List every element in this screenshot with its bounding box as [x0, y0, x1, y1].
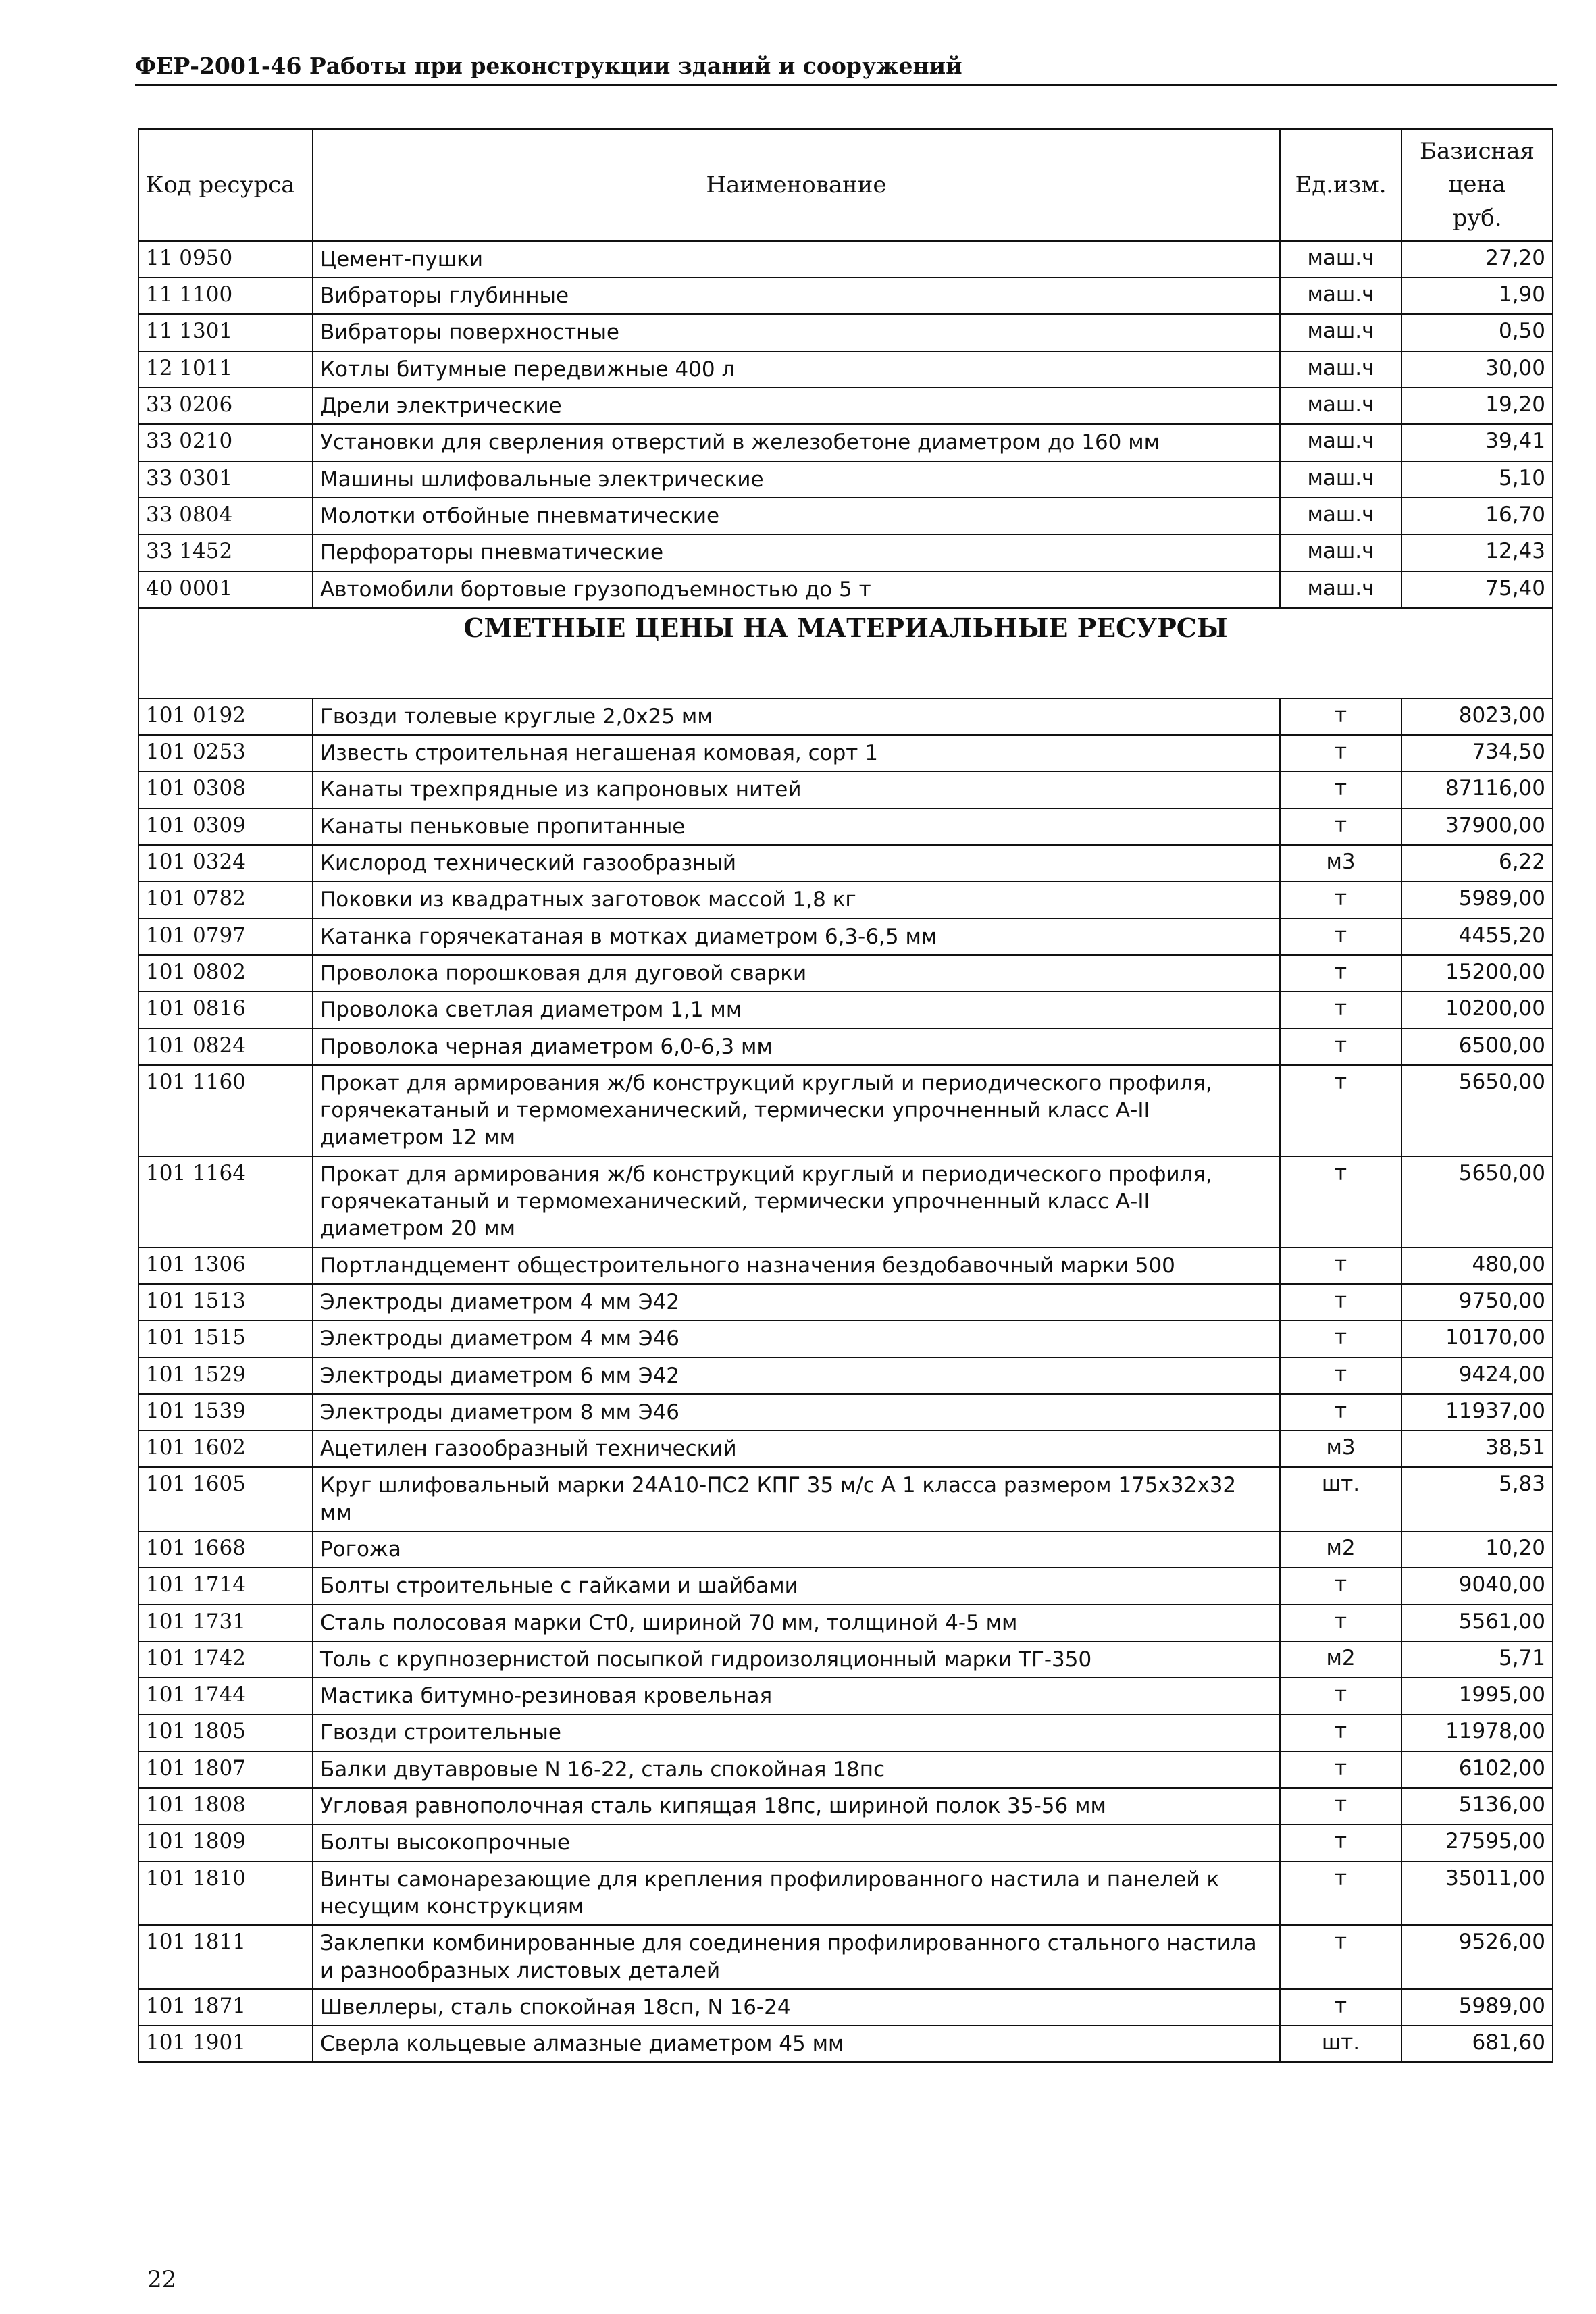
- cell-price: 16,70: [1401, 498, 1553, 534]
- table-row: [138, 388, 1553, 424]
- header-price-line3: руб.: [1452, 204, 1502, 232]
- cell-unit: маш.ч: [1280, 278, 1401, 314]
- header-code: Код ресурса: [138, 129, 313, 241]
- table-row: [138, 1248, 1553, 1284]
- cell-unit: м2: [1280, 1531, 1401, 1568]
- cell-name: Вибраторы глубинные: [313, 278, 1280, 314]
- cell-code: 101 0797: [138, 919, 313, 955]
- cell-unit: т: [1280, 919, 1401, 955]
- table-row: [138, 735, 1553, 771]
- cell-price: 681,60: [1401, 2026, 1553, 2062]
- cell-unit: шт.: [1280, 1467, 1401, 1531]
- cell-name: Цемент-пушки: [313, 241, 1280, 278]
- table-row: [138, 1467, 1553, 1531]
- cell-unit: т: [1280, 1394, 1401, 1431]
- cell-price: 19,20: [1401, 388, 1553, 424]
- material-rows: [138, 698, 1553, 2063]
- cell-code: 33 0301: [138, 461, 313, 498]
- cell-name: Электроды диаметром 8 мм Э46: [313, 1394, 1280, 1431]
- cell-name: Дрели электрические: [313, 388, 1280, 424]
- cell-unit: т: [1280, 1029, 1401, 1065]
- cell-code: 11 0950: [138, 241, 313, 278]
- cell-name: Швеллеры, сталь спокойная 18сп, N 16-24: [313, 1989, 1280, 2026]
- cell-name: Болты высокопрочные: [313, 1824, 1280, 1861]
- cell-price: 38,51: [1401, 1431, 1553, 1467]
- cell-price: 27,20: [1401, 241, 1553, 278]
- page-header: ФЕР-2001-46 Работы при реконструкции зданий и сооружений: [135, 53, 1557, 86]
- resource-price-table: [138, 128, 1553, 2063]
- cell-name: Заклепки комбинированные для соединения профилированного стального настила и разнообразных листовых деталей: [313, 1925, 1280, 1989]
- cell-code: 101 1744: [138, 1678, 313, 1714]
- table-row: [138, 241, 1553, 278]
- cell-code: 101 1602: [138, 1431, 313, 1467]
- cell-unit: т: [1280, 771, 1401, 808]
- cell-name: Мастика битумно-резиновая кровельная: [313, 1678, 1280, 1714]
- table-row: [138, 278, 1553, 314]
- cell-name: Угловая равнополочная сталь кипящая 18пс, шириной полок 35-56 мм: [313, 1788, 1280, 1824]
- cell-price: 9424,00: [1401, 1358, 1553, 1394]
- cell-price: 5,83: [1401, 1467, 1553, 1531]
- table-row: [138, 1678, 1553, 1714]
- cell-price: 30,00: [1401, 351, 1553, 388]
- cell-price: 1995,00: [1401, 1678, 1553, 1714]
- section-title-row: [138, 608, 1553, 698]
- table-row: [138, 498, 1553, 534]
- table-row: [138, 919, 1553, 955]
- cell-unit: т: [1280, 1568, 1401, 1604]
- cell-price: 5650,00: [1401, 1065, 1553, 1156]
- cell-code: 40 0001: [138, 571, 313, 608]
- table-row: [138, 1029, 1553, 1065]
- table-row: [138, 845, 1553, 881]
- cell-name: Прокат для армирования ж/б конструкций круглый и периодического профиля, горячекатаный и термомеханический, термически упрочненный класс А-II диаметром 12 мм: [313, 1065, 1280, 1156]
- cell-price: 5561,00: [1401, 1605, 1553, 1641]
- cell-code: 101 0309: [138, 808, 313, 845]
- cell-price: 10,20: [1401, 1531, 1553, 1568]
- cell-unit: маш.ч: [1280, 241, 1401, 278]
- cell-unit: т: [1280, 1678, 1401, 1714]
- cell-code: 101 1164: [138, 1156, 313, 1248]
- cell-code: 101 0308: [138, 771, 313, 808]
- cell-unit: т: [1280, 1989, 1401, 2026]
- cell-code: 101 1668: [138, 1531, 313, 1568]
- cell-code: 101 0253: [138, 735, 313, 771]
- cell-name: Сталь полосовая марки Ст0, шириной 70 мм, толщиной 4-5 мм: [313, 1605, 1280, 1641]
- table-row: [138, 1861, 1553, 1926]
- cell-name: Винты самонарезающие для крепления профилированного настила и панелей к несущим конструкциям: [313, 1861, 1280, 1926]
- cell-unit: т: [1280, 1824, 1401, 1861]
- cell-price: 15200,00: [1401, 955, 1553, 992]
- cell-unit: т: [1280, 1284, 1401, 1320]
- table-row: [138, 1925, 1553, 1989]
- cell-code: 101 1810: [138, 1861, 313, 1926]
- cell-code: 101 0802: [138, 955, 313, 992]
- cell-code: 101 0192: [138, 698, 313, 735]
- cell-code: 101 1515: [138, 1320, 313, 1357]
- cell-price: 10200,00: [1401, 992, 1553, 1028]
- table-row: [138, 1824, 1553, 1861]
- table-row: [138, 808, 1553, 845]
- table-row: [138, 1531, 1553, 1568]
- table-row: [138, 1431, 1553, 1467]
- cell-price: 4455,20: [1401, 919, 1553, 955]
- cell-name: Рогожа: [313, 1531, 1280, 1568]
- machine-rows: [138, 241, 1553, 608]
- cell-name: Машины шлифовальные электрические: [313, 461, 1280, 498]
- cell-price: 12,43: [1401, 534, 1553, 571]
- table-row: [138, 314, 1553, 351]
- cell-name: Поковки из квадратных заготовок массой 1,8 кг: [313, 881, 1280, 918]
- cell-price: 9750,00: [1401, 1284, 1553, 1320]
- cell-code: 101 1807: [138, 1751, 313, 1788]
- cell-name: Автомобили бортовые грузоподъемностью до 5 т: [313, 571, 1280, 608]
- cell-unit: т: [1280, 881, 1401, 918]
- cell-price: 11937,00: [1401, 1394, 1553, 1431]
- cell-unit: т: [1280, 992, 1401, 1028]
- cell-price: 75,40: [1401, 571, 1553, 608]
- cell-unit: маш.ч: [1280, 314, 1401, 351]
- cell-unit: т: [1280, 1065, 1401, 1156]
- cell-name: Перфораторы пневматические: [313, 534, 1280, 571]
- cell-code: 101 1513: [138, 1284, 313, 1320]
- cell-name: Электроды диаметром 6 мм Э42: [313, 1358, 1280, 1394]
- cell-code: 101 1539: [138, 1394, 313, 1431]
- cell-price: 87116,00: [1401, 771, 1553, 808]
- cell-unit: т: [1280, 1751, 1401, 1788]
- cell-name: Гвозди толевые круглые 2,0х25 мм: [313, 698, 1280, 735]
- table-row: [138, 698, 1553, 735]
- table-row: [138, 2026, 1553, 2062]
- cell-name: Проволока порошковая для дуговой сварки: [313, 955, 1280, 992]
- table-row: [138, 1065, 1553, 1156]
- cell-name: Портландцемент общестроительного назначения бездобавочный марки 500: [313, 1248, 1280, 1284]
- table-row: [138, 1605, 1553, 1641]
- cell-unit: т: [1280, 1358, 1401, 1394]
- header-price-line1: Базисная: [1420, 138, 1535, 165]
- table-row: [138, 955, 1553, 992]
- section-title: СМЕТНЫЕ ЦЕНЫ НА МАТЕРИАЛЬНЫЕ РЕСУРСЫ: [138, 608, 1553, 698]
- cell-code: 11 1301: [138, 314, 313, 351]
- cell-name: Проволока светлая диаметром 1,1 мм: [313, 992, 1280, 1028]
- cell-code: 101 1605: [138, 1467, 313, 1531]
- cell-unit: т: [1280, 1320, 1401, 1357]
- cell-name: Канаты трехпрядные из капроновых нитей: [313, 771, 1280, 808]
- cell-code: 101 1901: [138, 2026, 313, 2062]
- cell-price: 5136,00: [1401, 1788, 1553, 1824]
- cell-code: 12 1011: [138, 351, 313, 388]
- cell-code: 101 1714: [138, 1568, 313, 1604]
- cell-unit: маш.ч: [1280, 571, 1401, 608]
- cell-unit: т: [1280, 735, 1401, 771]
- cell-unit: м2: [1280, 1641, 1401, 1678]
- table-row: [138, 351, 1553, 388]
- cell-name: Известь строительная негашеная комовая, сорт 1: [313, 735, 1280, 771]
- cell-code: 33 1452: [138, 534, 313, 571]
- table-row: [138, 461, 1553, 498]
- cell-unit: т: [1280, 955, 1401, 992]
- cell-price: 9526,00: [1401, 1925, 1553, 1989]
- cell-price: 8023,00: [1401, 698, 1553, 735]
- cell-code: 101 1809: [138, 1824, 313, 1861]
- cell-price: 480,00: [1401, 1248, 1553, 1284]
- section-heading: [138, 608, 1553, 698]
- cell-code: 101 1160: [138, 1065, 313, 1156]
- cell-code: 101 1529: [138, 1358, 313, 1394]
- cell-name: Вибраторы поверхностные: [313, 314, 1280, 351]
- cell-code: 101 1805: [138, 1714, 313, 1751]
- cell-price: 1,90: [1401, 278, 1553, 314]
- table-row: [138, 534, 1553, 571]
- cell-name: Проволока черная диаметром 6,0-6,3 мм: [313, 1029, 1280, 1065]
- table-row: [138, 992, 1553, 1028]
- table-row: [138, 1714, 1553, 1751]
- header-unit: Ед.изм.: [1280, 129, 1401, 241]
- cell-code: 101 1742: [138, 1641, 313, 1678]
- cell-unit: т: [1280, 1248, 1401, 1284]
- cell-price: 6500,00: [1401, 1029, 1553, 1065]
- table-row: [138, 1394, 1553, 1431]
- cell-name: Ацетилен газообразный технический: [313, 1431, 1280, 1467]
- table-row: [138, 1320, 1553, 1357]
- cell-code: 101 0324: [138, 845, 313, 881]
- table-row: [138, 1641, 1553, 1678]
- cell-code: 101 1731: [138, 1605, 313, 1641]
- cell-name: Круг шлифовальный марки 24А10-ПС2 КПГ 35 м/с А 1 класса размером 175х32х32 мм: [313, 1467, 1280, 1531]
- cell-unit: т: [1280, 698, 1401, 735]
- cell-unit: маш.ч: [1280, 461, 1401, 498]
- cell-unit: м3: [1280, 1431, 1401, 1467]
- cell-name: Катанка горячекатаная в мотках диаметром 6,3-6,5 мм: [313, 919, 1280, 955]
- cell-unit: т: [1280, 1861, 1401, 1926]
- table-row: [138, 1788, 1553, 1824]
- cell-name: Канаты пеньковые пропитанные: [313, 808, 1280, 845]
- cell-unit: т: [1280, 1788, 1401, 1824]
- cell-unit: маш.ч: [1280, 424, 1401, 461]
- cell-code: 101 0782: [138, 881, 313, 918]
- cell-unit: м3: [1280, 845, 1401, 881]
- header-price-line2: цена: [1448, 171, 1506, 199]
- cell-unit: маш.ч: [1280, 388, 1401, 424]
- cell-price: 734,50: [1401, 735, 1553, 771]
- cell-code: 33 0210: [138, 424, 313, 461]
- table-row: [138, 771, 1553, 808]
- cell-name: Балки двутавровые N 16-22, сталь спокойная 18пс: [313, 1751, 1280, 1788]
- cell-price: 9040,00: [1401, 1568, 1553, 1604]
- table-row: [138, 1751, 1553, 1788]
- cell-unit: т: [1280, 1605, 1401, 1641]
- table-row: [138, 424, 1553, 461]
- cell-price: 5,10: [1401, 461, 1553, 498]
- table-row: [138, 1358, 1553, 1394]
- table-row: [138, 571, 1553, 608]
- cell-unit: маш.ч: [1280, 498, 1401, 534]
- cell-unit: маш.ч: [1280, 351, 1401, 388]
- page-number: 22: [147, 2266, 177, 2293]
- cell-price: 5650,00: [1401, 1156, 1553, 1248]
- cell-unit: т: [1280, 1156, 1401, 1248]
- cell-name: Кислород технический газообразный: [313, 845, 1280, 881]
- header-name: Наименование: [313, 129, 1280, 241]
- cell-name: Установки для сверления отверстий в железобетоне диаметром до 160 мм: [313, 424, 1280, 461]
- table-row: [138, 1156, 1553, 1248]
- cell-price: 11978,00: [1401, 1714, 1553, 1751]
- cell-price: 39,41: [1401, 424, 1553, 461]
- cell-price: 37900,00: [1401, 808, 1553, 845]
- cell-price: 35011,00: [1401, 1861, 1553, 1926]
- cell-code: 33 0804: [138, 498, 313, 534]
- cell-price: 6102,00: [1401, 1751, 1553, 1788]
- header-price: [1401, 129, 1553, 241]
- cell-code: 33 0206: [138, 388, 313, 424]
- cell-name: Сверла кольцевые алмазные диаметром 45 мм: [313, 2026, 1280, 2062]
- cell-price: 27595,00: [1401, 1824, 1553, 1861]
- cell-unit: шт.: [1280, 2026, 1401, 2062]
- cell-price: 5,71: [1401, 1641, 1553, 1678]
- table-row: [138, 881, 1553, 918]
- cell-unit: т: [1280, 808, 1401, 845]
- table-row: [138, 1989, 1553, 2026]
- cell-code: 101 0824: [138, 1029, 313, 1065]
- resource-price-sheet: [138, 128, 1552, 2063]
- cell-name: Болты строительные с гайками и шайбами: [313, 1568, 1280, 1604]
- cell-name: Котлы битумные передвижные 400 л: [313, 351, 1280, 388]
- cell-price: 10170,00: [1401, 1320, 1553, 1357]
- cell-price: 0,50: [1401, 314, 1553, 351]
- header-row: [138, 129, 1553, 241]
- cell-unit: т: [1280, 1925, 1401, 1989]
- cell-code: 11 1100: [138, 278, 313, 314]
- cell-name: Электроды диаметром 4 мм Э46: [313, 1320, 1280, 1357]
- cell-name: Прокат для армирования ж/б конструкций круглый и периодического профиля, горячекатаный и термомеханический, термически упрочненный класс А-II диаметром 20 мм: [313, 1156, 1280, 1248]
- cell-price: 5989,00: [1401, 1989, 1553, 2026]
- cell-name: Гвозди строительные: [313, 1714, 1280, 1751]
- table-row: [138, 1284, 1553, 1320]
- cell-code: 101 1871: [138, 1989, 313, 2026]
- cell-code: 101 1808: [138, 1788, 313, 1824]
- cell-name: Молотки отбойные пневматические: [313, 498, 1280, 534]
- cell-code: 101 1811: [138, 1925, 313, 1989]
- cell-name: Толь с крупнозернистой посыпкой гидроизоляционный марки ТГ-350: [313, 1641, 1280, 1678]
- cell-price: 6,22: [1401, 845, 1553, 881]
- cell-price: 5989,00: [1401, 881, 1553, 918]
- cell-unit: т: [1280, 1714, 1401, 1751]
- cell-name: Электроды диаметром 4 мм Э42: [313, 1284, 1280, 1320]
- cell-code: 101 0816: [138, 992, 313, 1028]
- table-row: [138, 1568, 1553, 1604]
- cell-unit: маш.ч: [1280, 534, 1401, 571]
- cell-code: 101 1306: [138, 1248, 313, 1284]
